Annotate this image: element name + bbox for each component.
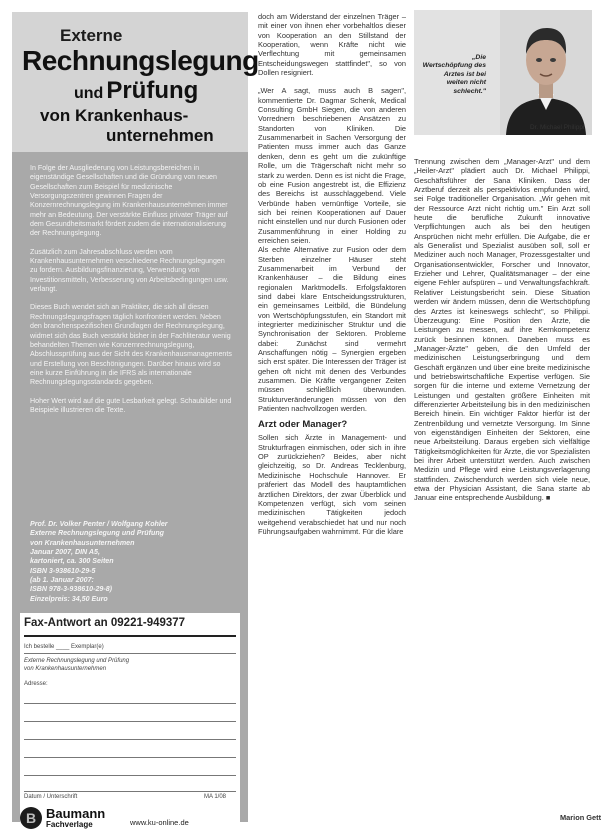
ad-headline-line-2: Rechnungslegung (22, 45, 259, 76)
ad-paragraph: Dieses Buch wendet sich an Praktiker, die sich all diesen Rechnungslegungsfragen täglich konfrontiert werden. Neben den branchenspezifischen Grundlagen der Rechnungslegung, widmet sich das Buch verstärkt bisher in der Fachliteratur wenig behandelten Themen wie Konzernrechnungslegung, Abschlussprüfung aus der Sicht des Krankenhausmanagements und Erstellung von Beschönigungen. Darüber hinaus wird so eine kurze Einführung in die IFRS als internationale Rechnungslegungsstandards gegeben. (30, 303, 232, 387)
book-title-1: Externe Rechnungslegung und Prüfung (30, 529, 164, 538)
article-author: Marion Gett (560, 813, 602, 822)
address-line[interactable] (24, 757, 236, 758)
article-column-2 (414, 157, 590, 503)
person-portrait-icon (500, 10, 592, 135)
article-paragraph: Trennung zwischen dem „Manager-Arzt" und dem „Heiler-Arzt" plädiert auch Dr. Michael Philippi, Geschäftsführer der Sana Kliniken. Dass der Arztberuf derzeit als perspektivlos empfunden wird, sei Folge traditioneller Organisation. „Wir gehen mit der Ressource Arzt nicht richtig um." Ein Arzt soll heute die berufliche Zukunft innovative Verpflichtungen auch als bei den heutigen Ansprüchen nicht mehr erfüllen. Die Aufgabe, die er als Generalist und Spezialist ausüben soll, soll er Mediziner auch noch Manager, Prozessgestalter und Organisationsentwickler, Forscher und Innovator, Erzieher und Lehrer, Qualitätsmanager – der eine eigene Fehler aufspüren – und Verwaltungsfachkraft. Relativer Leistungsbericht sein. Diese Situation werden wir ändern müssen, denn die Wertschöpfung des Arztes ist keineswegs schlecht", so Philippi. Überzeugung: Eine Position den Ärzte, die Leistungen zu messen, auf ihre Kernkompetenz zurück besinnen können. Daneben muss es „Manager-Ärzte" geben, die den Umfeld der medizinischen Leistungserbringung und dem Geschäft ergänzen und über eine breite medizinische und betriebswirtschaftliche Expertise verfügen. Sie sorgen für die interne und externe Vernetzung der Leistungen und gestalten größere Einheiten mit differenzierter Arbeitsteilung bis in den medizinischen Bereich hinein. Ein wichtiger Faktor hierfür ist der Zentrenbildung und vernetzte Versorgung. Im Sinne von eigenständigen Einheiten der Sektoren, eine neue Arbeitsteilung. Daraus ergeben sich vielfältige Tätigkeitsmöglichkeiten für Ärzte, die vor Spezialisten bei ihrer Arbeit unterstützt werden. Auch zwischen Medizin und Pflege wird eine Leistungsverlagerung stattfinden. Zwischendurch werden sich viele neue, etwa der Physician Assistant, die Sana starte ab Januar eine entsprechende Ausbildung. ■ (414, 157, 590, 503)
fax-order-form (20, 613, 240, 823)
book-isbn-13: ISBN 978-3-938610-29-8) (30, 585, 113, 594)
ad-headline-line-4: von Krankenhaus- (40, 106, 189, 125)
book-isbn-13-note: (ab 1. Januar 2007: (30, 576, 94, 585)
book-binding: kartoniert, ca. 300 Seiten (30, 557, 114, 566)
order-quantity-label: Ich bestelle ____ Exemplar(e) (24, 644, 104, 650)
signature-label: Datum / Unterschrift (24, 794, 78, 800)
fax-divider (24, 635, 236, 637)
portrait-photo (414, 10, 592, 135)
order-book-line-2: von Krankenhausunternehmen (24, 666, 107, 672)
order-book-line-1: Externe Rechnungslegung und Prüfung (24, 658, 130, 664)
publisher-url[interactable]: www.ku-online.de (130, 818, 189, 827)
ad-description (30, 164, 234, 424)
section-heading: Arzt oder Manager? (258, 419, 348, 431)
publisher-name: Baumann (46, 806, 106, 821)
pull-quote: „Die Wertschöpfung des Arztes ist bei weiten nicht schlecht." (422, 54, 486, 95)
article-paragraph: Sollen sich Ärzte in Management- und Strukturfragen einmischen, oder sich in ihre OP zurückziehen? Beides, aber nicht gleichzeitig, so Dr. Andreas Tecklenburg, Medizinische Hochschule Hannover. Er präferiert das Modell des hauptamtlichen ärztlichen Direktors, der zwar Überblick und Kompetenzen verfügt, sich vom seinen medizinischen Tätigkeiten jedoch weitgehend verabschiedet hat und nur noch Führungsaufgaben wahrnimmt. Für die klare (258, 433, 406, 536)
baumann-logo-icon: B (20, 807, 42, 829)
fax-number: Fax-Antwort an 09221-949377 (24, 617, 186, 629)
photo-caption: Dr. Michael Philippi (530, 124, 585, 131)
book-advertisement (12, 12, 259, 829)
address-label: Adresse: (24, 681, 48, 687)
article-paragraph: doch am Widerstand der einzelnen Träger – mit einer von ihnen eher vorbehaltlos dieser von Kooperation an den Stillstand der Kooperation, wenn Kräfte nicht wie Verflechtung mit gemeinsamen Entscheidungswegen stattfindet", so von Dollen resigniert. (258, 12, 406, 78)
ad-paragraph: In Folge der Ausgliederung von Leistungsbereichen in eigenständige Gesellschaften und die Gründung von neuen Gesellschaften zum Beispiel für medizinische Versorgungszentren gewinnen Fragen der Konzernrechnungslegung im Krankenhausunternehmen immer mehr an Bedeutung. Der verstärkte Einfluss privater Träger auf dem Gesundheitsmarkt fördert zudem die internationalisierung der Rechnungslegung. (30, 164, 228, 238)
address-line[interactable] (24, 775, 236, 776)
book-isbn-10: ISBN 3-938610-29-5 (30, 566, 96, 575)
order-code: MA 1/08 (204, 794, 227, 800)
signature-line[interactable] (24, 791, 236, 792)
order-quantity-line[interactable] (24, 653, 236, 654)
ad-headline-line-3 (74, 77, 198, 105)
ad-headline-block (12, 12, 259, 152)
book-price: Einzelpreis: 34,50 Euro (30, 594, 108, 603)
book-authors: Prof. Dr. Volker Penter / Wolfgang Kohler (30, 520, 168, 528)
ad-paragraph: Hoher Wert wird auf die gute Lesbarkeit gelegt. Schaubilder und Beispiele illustrieren die Texte. (30, 396, 232, 414)
ad-headline-line-5: unternehmen (106, 126, 214, 145)
publisher-subtitle: Fachverlage (46, 820, 93, 829)
book-details (30, 520, 234, 604)
ad-headline-line-1: Externe (60, 26, 123, 45)
address-line[interactable] (24, 739, 236, 740)
article-paragraph: Als echte Alternative zur Fusion oder dem Sterben einzelner Häuser steht Zusammenarbeit im Verbund der Krankenhäuser – die Bildung eines regionalen Marktmodells. Erfolgsfaktoren sind dabei klare Entscheidungsstrukturen, ein gemeinsames Leitbild, die Bündelung von Wertschöpfungsstufen, ein Standort mit integrierter medizinischer Struktur und die Synchronisation der Sektoren. Probleme dabei: Zunächst sind vermehrt Anschaffungen nötig – Synergien ergeben sich erst später. Die Interessen der Träger ist gehen oft nicht mit denen des Verbundes zusammen. Die Kräfte vergangener Zeiten müssen schließlich überwunden. Strukturveränderungen müssen von den Patienten nachvollzogen werden. (258, 245, 406, 414)
book-title-2: von Krankenhausunternehmen (30, 538, 135, 547)
ad-paragraph: Zusätzlich zum Jahresabschluss werden vom Krankenhausunternehmen verschiedene Rechnungslegungen zu fordern. Ausbildungsfinanzierung, Verwendung von Investitionsmitteln, Verbesserung von Arbeitsbedingungen usw. verlangt. (30, 247, 229, 294)
ad-headline-und: und (74, 85, 104, 102)
publisher-logo (20, 807, 240, 829)
ad-headline-pruefung: Prüfung (106, 77, 199, 104)
article-column-1 (258, 12, 406, 536)
article-paragraph: „Wer A sagt, muss auch B sagen", kommentierte Dr. Dagmar Schenk, Medical Consulting GmbH Siegen, die von anderen Vorrednern beschriebenen Ansätzen zu Standorten von Kliniken. Die Zusammenarbeit in Sachen Versorgung der Patienten muss immer auch das Ganze denken, denn es geht um die zukünftige Rolle, um die Trägerschaft nicht mehr so stark zu werden. Denn es ist nicht die Frage, ob eine Fusion angestrebt ist, die Effizienz des Bereichs ist ausschlaggebend. Viele Verbünde haben vernünftige Vorteile, sie sich bei reinen Kooperationen auf Dauer nicht einstellen und nur durch Fusionen oder Zusammenführung in einer Holding zu erreichen seien. (258, 86, 406, 245)
address-line[interactable] (24, 703, 236, 704)
address-line[interactable] (24, 721, 236, 722)
book-pub-date: Januar 2007, DIN A5, (30, 548, 100, 557)
